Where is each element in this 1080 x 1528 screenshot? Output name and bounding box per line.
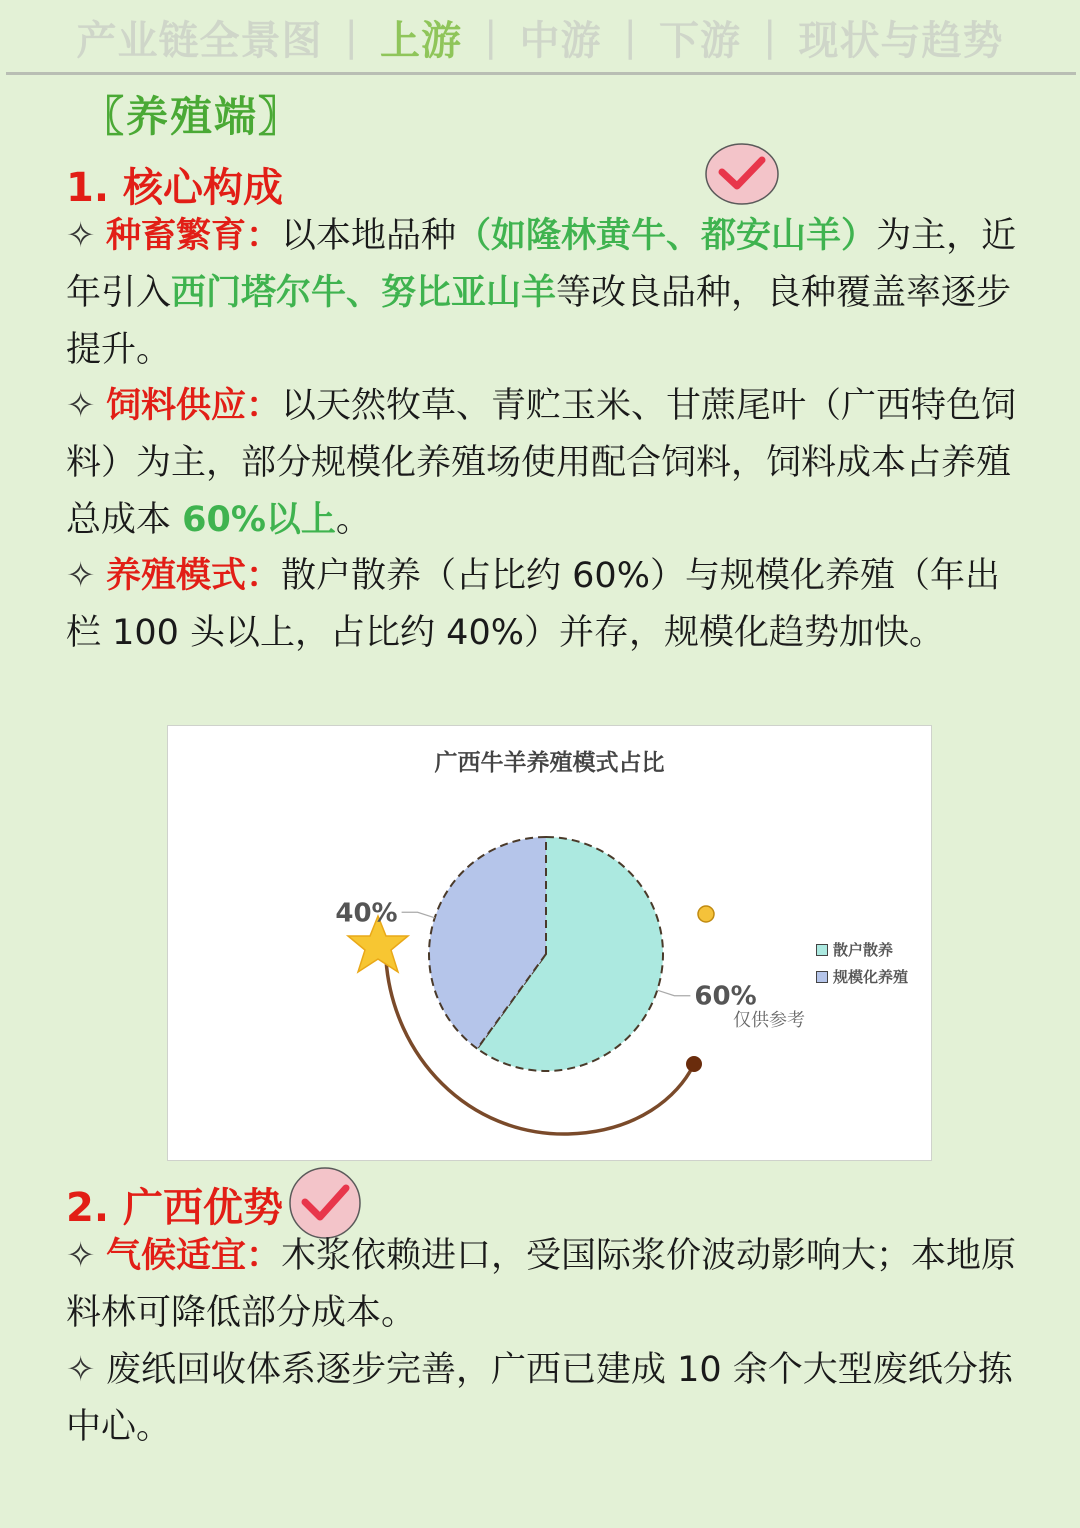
item-label: 养殖模式 — [106, 556, 247, 596]
sparkle-icon: ✧ — [66, 1350, 96, 1390]
tab-separator: | — [762, 14, 777, 60]
highlight-text: （如隆林黄牛、都安山羊） — [456, 216, 877, 256]
legend-item — [816, 936, 908, 963]
label-colon: ： — [246, 386, 282, 426]
item-text: 木浆依赖进口，受国际浆价波动影响大；本地原料林可降低部分成本。 — [66, 1236, 1017, 1333]
checkmark-icon — [704, 142, 780, 206]
core-item-feed — [66, 378, 1026, 549]
tab-separator: | — [344, 14, 359, 60]
item-text: 等改良品种，良种覆盖率逐步提升。 — [66, 273, 1012, 370]
pie-slices — [429, 837, 663, 1071]
label-colon: ： — [246, 556, 282, 596]
item-label: 饲料供应 — [106, 386, 247, 426]
core-item-mode — [66, 548, 1026, 662]
item-label: 气候适宜 — [106, 1236, 247, 1276]
sparkle-icon: ✧ — [66, 1236, 96, 1276]
advantage-item-climate — [66, 1228, 1026, 1342]
legend-label: 规模化养殖 — [833, 968, 909, 986]
heading-core-composition: 1. 核心构成 — [66, 165, 283, 211]
label-colon: ： — [246, 1236, 282, 1276]
chart-note: 仅供参考 — [733, 1010, 805, 1031]
pie-leader-line — [402, 912, 435, 918]
item-text: 废纸回收体系逐步完善，广西已建成 10 余个大型废纸分拣中心。 — [66, 1350, 1013, 1447]
tab-status-trend[interactable]: 现状与趋势 — [798, 17, 1004, 64]
pie-data-label: 60% — [694, 981, 757, 1012]
pie-leader-line — [657, 990, 690, 996]
chart-legend — [816, 936, 908, 990]
advantage-item-recycling — [66, 1342, 1026, 1456]
tab-midstream[interactable]: 中游 — [519, 17, 602, 64]
pie-chart-card — [167, 725, 932, 1161]
tab-separator: | — [484, 14, 498, 60]
legend-swatch — [816, 944, 828, 956]
tab-downstream[interactable]: 下游 — [658, 17, 741, 64]
legend-item — [816, 963, 908, 990]
pie-data-label: 40% — [335, 898, 398, 929]
legend-swatch — [816, 971, 828, 983]
nav-divider — [6, 72, 1076, 75]
item-text: 。 — [335, 500, 371, 540]
core-item-breeding — [66, 208, 1026, 379]
highlight-text: 60%以上 — [182, 500, 336, 540]
decorative-sun-dot — [698, 906, 714, 922]
tab-upstream[interactable]: 上游 — [380, 17, 463, 64]
top-nav-tabs — [0, 0, 1080, 74]
label-colon: ： — [246, 216, 282, 256]
heading-guangxi-advantage: 2. 广西优势 — [66, 1185, 283, 1231]
tab-separator: | — [623, 14, 637, 60]
item-text: 为主，近年引入 — [66, 216, 1017, 313]
tab-panorama[interactable]: 产业链全景图 — [76, 17, 323, 64]
sparkle-icon: ✧ — [66, 216, 96, 256]
chart-title: 广西牛羊养殖模式占比 — [434, 750, 665, 776]
highlight-text: 西门塔尔牛、努比亚山羊 — [171, 273, 557, 313]
item-text: 以天然牧草、青贮玉米、甘蔗尾叶（广西特色饲料）为主，部分规模化养殖场使用配合饲料，饲料成本占养殖总成本 — [66, 386, 1017, 540]
item-text: 以本地品种 — [281, 216, 457, 256]
item-text: 散户散养（占比约 60%）与规模化养殖（年出栏 100 头以上，占比约 40%）并存，规模化趋势加快。 — [66, 556, 1000, 653]
sparkle-icon: ✧ — [66, 386, 96, 426]
item-label: 种畜繁育 — [106, 216, 247, 256]
sparkle-icon: ✧ — [66, 556, 96, 596]
legend-label: 散户散养 — [833, 941, 894, 959]
section-title: 〖养殖端〗 — [82, 92, 303, 141]
decorative-dot — [686, 1056, 702, 1072]
